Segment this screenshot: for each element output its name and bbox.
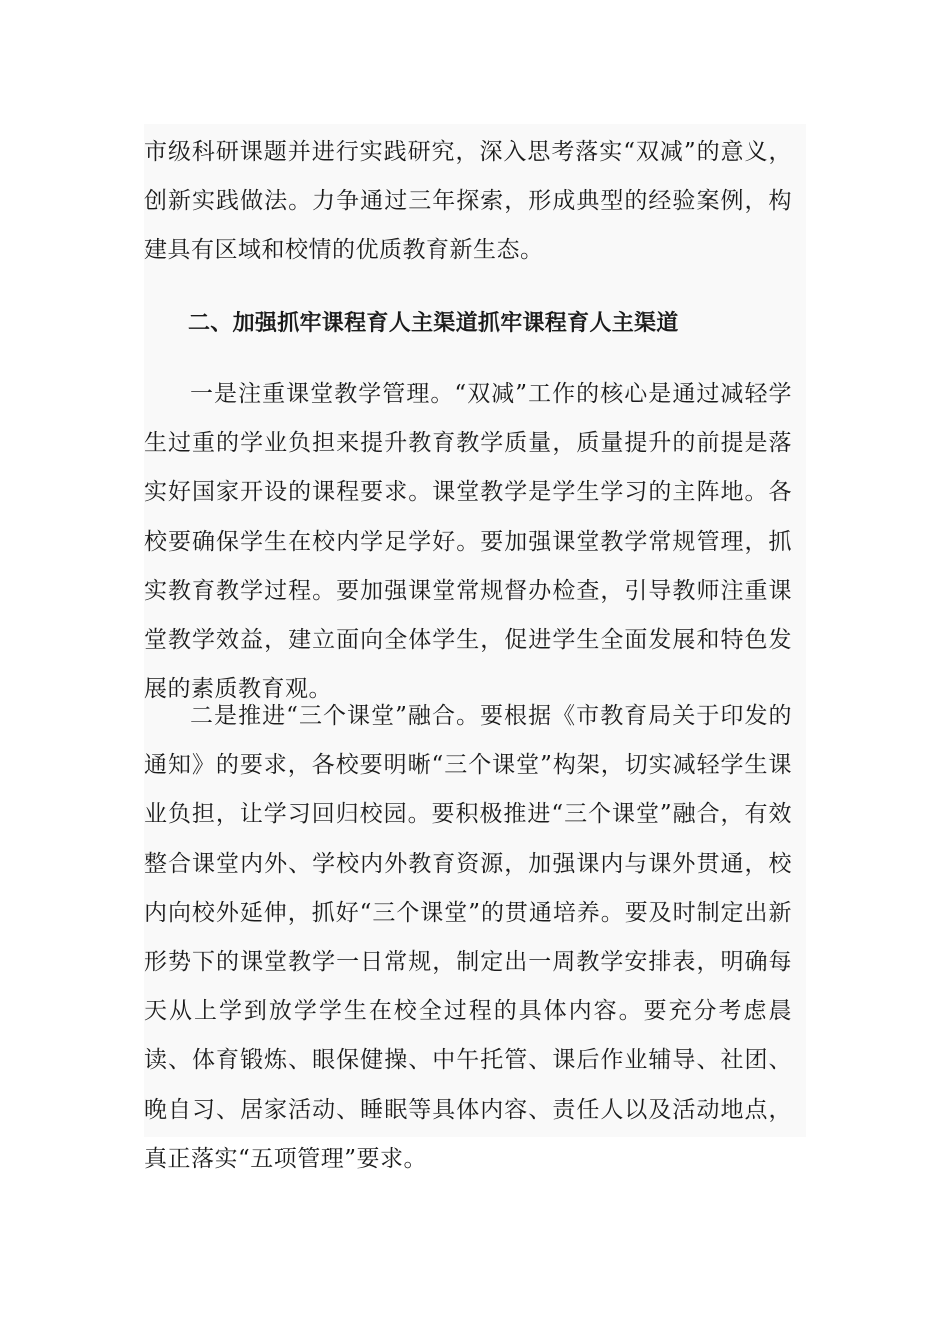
section-heading: 二、加强抓牢课程育人主渠道抓牢课程育人主渠道	[188, 310, 679, 336]
paragraph-intro: 市级科研课题并进行实践研究，深入思考落实“双减”的意义，创新实践做法。力争通过三年探索，形成典型的经验案例，构建具有区域和校情的优质教育新生态。	[144, 139, 792, 264]
paragraph-classroom-management: 一是注重课堂教学管理。“双减”工作的核心是通过减轻学生过重的学业负担来提升教育教学质量，质量提升的前提是落实好国家开设的课程要求。课堂教学是学生学习的主阵地。各校要确保学生在校内学足学好。要加强课堂教学常规管理，抓实教育教学过程。要加强课堂常规督办检查，引导教师注重课堂教学效益，建立面向全体学生，促进学生全面发展和特色发展的素质教育观。	[144, 381, 792, 703]
paragraph-three-classrooms: 二是推进“三个课堂”融合。要根据《市教育局关于印发的通知》的要求，各校要明晰“三个课堂”构架，切实减轻学生课业负担，让学习回归校园。要积极推进“三个课堂”融合，有效整合课堂内外、学校内外教育资源，加强课内与课外贯通，校内向校外延伸，抓好“三个课堂”的贯通培养。要及时制定出新形势下的课堂教学一日常规，制定出一周教学安排表，明确每天从上学到放学学生在校全过程的具体内容。要充分考虑晨读、体育锻炼、眼保健操、中午托管、课后作业辅导、社团、晚自习、居家活动、睡眠等具体内容、责任人以及活动地点，真正落实“五项管理”要求。	[144, 703, 792, 1172]
document-page	[144, 124, 806, 1172]
